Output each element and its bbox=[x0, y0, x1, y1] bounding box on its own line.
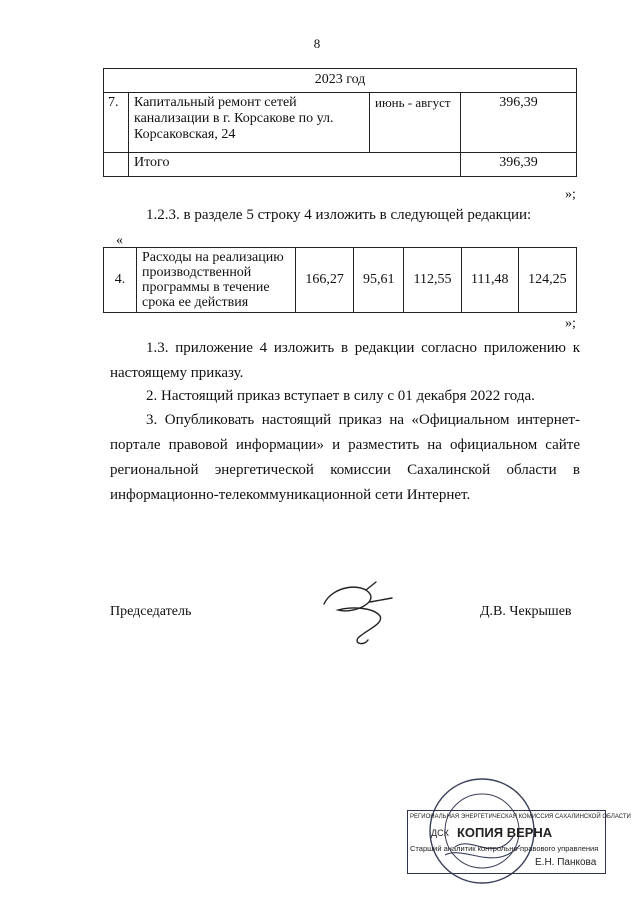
row-total-sum: 396,39 bbox=[461, 153, 577, 177]
row-name: Капитальный ремонт сетей канализации в г. Корсакове по ул. Корсаковская, 24 bbox=[129, 93, 370, 153]
stamp-partial: ДСК bbox=[431, 828, 449, 838]
clause-3: 3. Опубликовать настоящий приказ на «Официальном интернет-портале правовой информации» и разместить на официальном сайте региональной энергетической комиссии Сахалинской области в информационно-телекоммуникационной сети Интернет. bbox=[110, 412, 580, 503]
stamp-person: Е.Н. Панкова bbox=[535, 857, 597, 868]
row-sum: 396,39 bbox=[461, 93, 577, 153]
value-cell: 95,61 bbox=[354, 248, 404, 313]
stamp-position: Старший аналитик контрольно-правового управления bbox=[410, 844, 599, 853]
signature-title: Председатель bbox=[110, 604, 192, 619]
stamp-org: РЕГИОНАЛЬНАЯ ЭНЕРГЕТИЧЕСКАЯ КОМИССИЯ САХАЛИНСКОЙ ОБЛАСТИ bbox=[410, 814, 631, 820]
closing-quote: »; bbox=[565, 187, 576, 202]
table-2023-measures bbox=[103, 68, 577, 177]
row-number bbox=[104, 153, 129, 177]
row-name: Расходы на реализацию производственной программы в течение срока ее действия bbox=[137, 248, 296, 313]
table-row bbox=[104, 248, 577, 313]
copy-certification-stamp bbox=[407, 810, 631, 874]
value-cell: 112,55 bbox=[404, 248, 462, 313]
table-section5-row bbox=[103, 247, 577, 313]
closing-quote: »; bbox=[565, 316, 576, 331]
row-number: 7. bbox=[104, 93, 129, 153]
value-cell: 166,27 bbox=[296, 248, 354, 313]
page-number: 8 bbox=[313, 36, 321, 51]
table-row bbox=[104, 93, 577, 153]
stamp-label: КОПИЯ ВЕРНА bbox=[457, 825, 553, 840]
value-cell: 111,48 bbox=[461, 248, 518, 313]
clause-1-2-3: 1.2.3. в разделе 5 строку 4 изложить в следующей редакции: bbox=[146, 207, 532, 223]
handwritten-signature bbox=[318, 580, 400, 650]
opening-quote: « bbox=[116, 233, 123, 248]
signature-name: Д.В. Чекрышев bbox=[480, 604, 572, 619]
table-year-header: 2023 год bbox=[104, 69, 577, 93]
clause-1-3: 1.3. приложение 4 изложить в редакции согласно приложению к настоящему приказу. bbox=[110, 340, 580, 381]
row-total-label: Итого bbox=[129, 153, 461, 177]
table-row bbox=[104, 153, 577, 177]
row-period: июнь - август bbox=[370, 93, 461, 153]
value-cell: 124,25 bbox=[518, 248, 576, 313]
row-number: 4. bbox=[104, 248, 137, 313]
clause-2: 2. Настоящий приказ вступает в силу с 01 декабря 2022 года. bbox=[146, 388, 535, 404]
